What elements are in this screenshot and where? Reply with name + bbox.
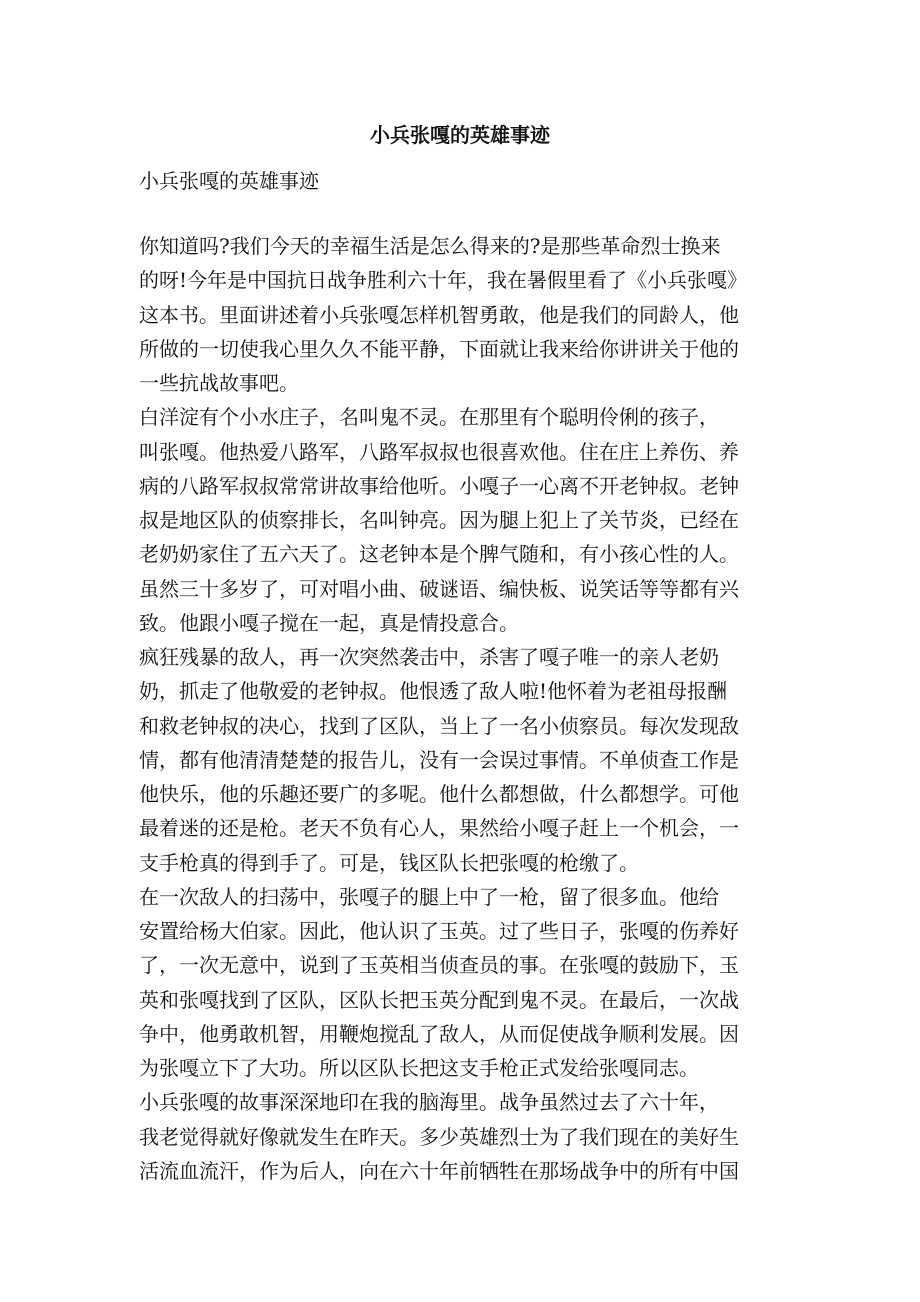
paragraph-line: 的呀!今年是中国抗日战争胜利六十年，我在暑假里看了《小兵张嘎》 xyxy=(139,268,748,292)
paragraph-line: 为张嘎立下了大功。所以区队长把这支手枪正式发给张嘎同志。 xyxy=(139,1056,699,1080)
document-subtitle: 小兵张嘎的英雄事迹 xyxy=(139,169,319,193)
paragraph-line: 你知道吗?我们今天的幸福生活是怎么得来的?是那些革命烈士换来 xyxy=(139,234,721,258)
paragraph-line: 叔是地区队的侦察排长，名叫钟亮。因为腿上犯上了关节炎，已经在 xyxy=(139,508,739,532)
paragraph-line: 老奶奶家住了五六天了。这老钟本是个脾气随和，有小孩心性的人。 xyxy=(139,542,739,566)
paragraph-line: 这本书。里面讲述着小兵张嘎怎样机智勇敢，他是我们的同龄人，他 xyxy=(139,303,739,327)
paragraph-line: 他快乐，他的乐趣还要广的多呢。他什么都想做，什么都想学。可他 xyxy=(139,782,739,806)
paragraph-line: 活流血流汗，作为后人，向在六十年前牺牲在那场战争中的所有中国 xyxy=(139,1159,739,1183)
paragraph-line: 在一次敌人的扫荡中，张嘎子的腿上中了一枪，留了很多血。他给 xyxy=(139,885,719,909)
paragraph-line: 叫张嘎。他热爱八路军，八路军叔叔也很喜欢他。住在庄上养伤、养 xyxy=(139,440,739,464)
paragraph-line: 最着迷的还是枪。老天不负有心人，果然给小嘎子赶上一个机会，一 xyxy=(139,816,739,840)
paragraph-line: 英和张嘎找到了区队，区队长把玉英分配到鬼不灵。在最后，一次战 xyxy=(139,988,739,1012)
paragraph-line: 支手枪真的得到手了。可是，钱区队长把张嘎的枪缴了。 xyxy=(139,851,639,875)
paragraph-line: 情，都有他清清楚楚的报告儿，没有一会误过事情。不单侦查工作是 xyxy=(139,748,739,772)
paragraph-line: 致。他跟小嘎子搅在一起，真是情投意合。 xyxy=(139,611,519,635)
paragraph-line: 奶，抓走了他敬爱的老钟叔。他恨透了敌人啦!他怀着为老祖母报酬 xyxy=(139,679,728,703)
paragraph-line: 和救老钟叔的决心，找到了区队，当上了一名小侦察员。每次发现敌 xyxy=(139,714,739,738)
paragraph-line: 一些抗战故事吧。 xyxy=(139,371,299,395)
paragraph-line: 病的八路军叔叔常常讲故事给他听。小嘎子一心离不开老钟叔。老钟 xyxy=(139,474,739,498)
paragraph-line: 安置给杨大伯家。因此，他认识了玉英。过了些日子，张嘎的伤养好 xyxy=(139,919,739,943)
document-title: 小兵张嘎的英雄事迹 xyxy=(370,123,550,147)
paragraph-line: 疯狂残暴的敌人，再一次突然袭击中，杀害了嘎子唯一的亲人老奶 xyxy=(139,645,719,669)
paragraph-line: 我老觉得就好像就发生在昨天。多少英雄烈士为了我们现在的美好生 xyxy=(139,1125,739,1149)
paragraph-line: 白洋淀有个小水庄子，名叫鬼不灵。在那里有个聪明伶俐的孩子， xyxy=(139,405,719,429)
paragraph-line: 了，一次无意中，说到了玉英相当侦查员的事。在张嘎的鼓励下，玉 xyxy=(139,953,739,977)
paragraph-line: 所做的一切使我心里久久不能平静，下面就让我来给你讲讲关于他的 xyxy=(139,337,739,361)
paragraph-line: 争中，他勇敢机智，用鞭炮搅乱了敌人，从而促使战争顺利发展。因 xyxy=(139,1022,739,1046)
paragraph-line: 小兵张嘎的故事深深地印在我的脑海里。战争虽然过去了六十年， xyxy=(139,1090,719,1114)
paragraph-line: 虽然三十多岁了，可对唱小曲、破谜语、编快板、说笑话等等都有兴 xyxy=(139,577,739,601)
